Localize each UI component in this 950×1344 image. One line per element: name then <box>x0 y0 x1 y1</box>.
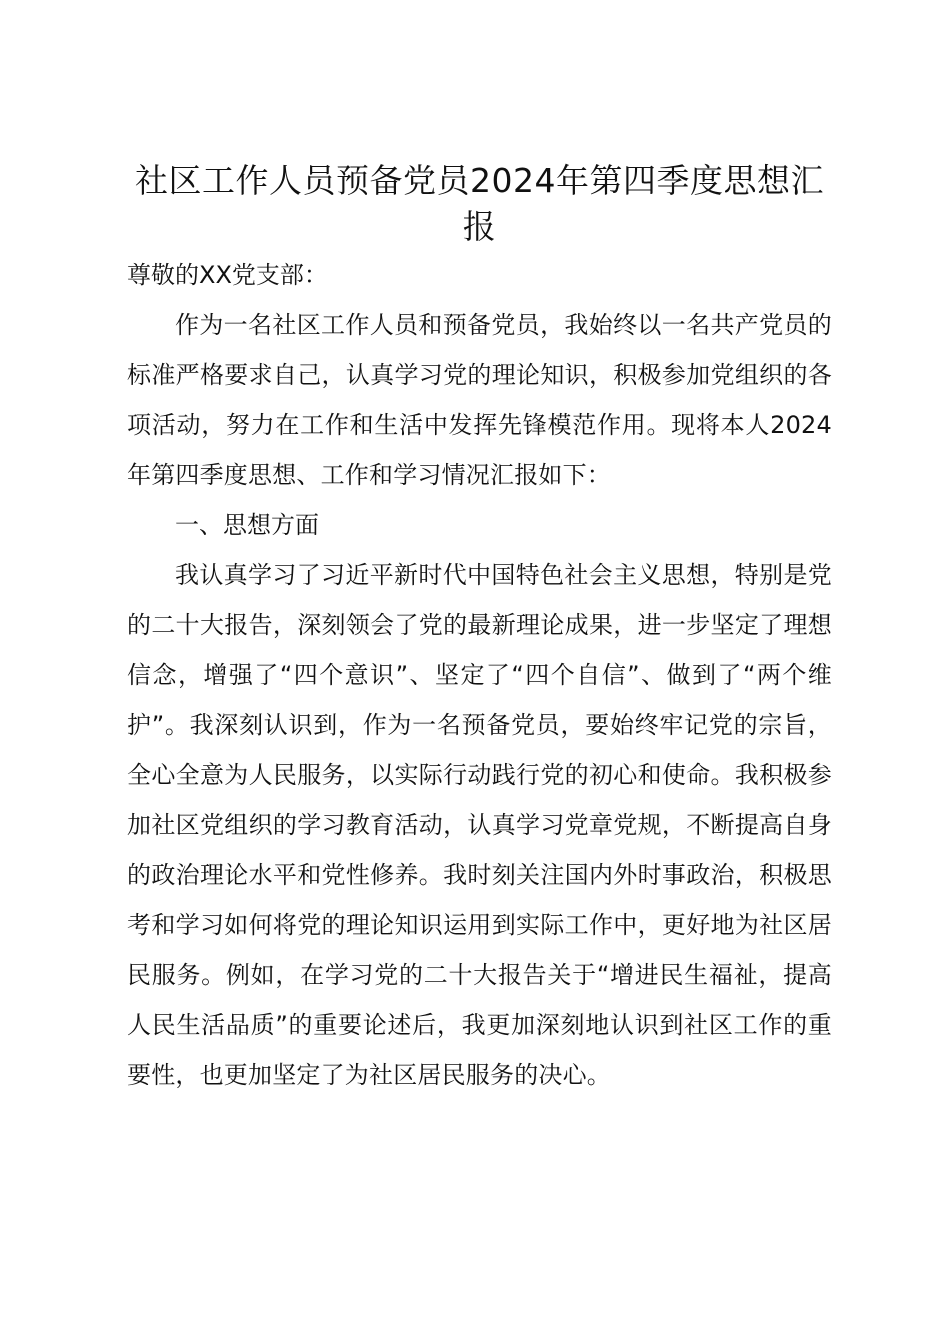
document-title: 社区工作人员预备党员2024年第四季度思想汇报 <box>135 161 824 246</box>
document-body <box>127 158 832 1100</box>
intro-paragraph: 作为一名社区工作人员和预备党员，我始终以一名共产党员的标准严格要求自己，认真学习党的理论知识，积极参加党组织的各项活动，努力在工作和生活中发挥先锋模范作用。现将本人2024年第四季度思想、工作和学习情况汇报如下： <box>127 311 832 489</box>
salutation: 尊敬的XX党支部： <box>127 261 328 289</box>
section-heading-thought: 一、思想方面 <box>175 511 319 539</box>
section-body-thought: 我认真学习了习近平新时代中国特色社会主义思想，特别是党的二十大报告，深刻领会了党的最新理论成果，进一步坚定了理想信念，增强了“四个意识”、坚定了“四个自信”、做到了“两个维护”。我深刻认识到，作为一名预备党员，要始终牢记党的宗旨，全心全意为人民服务，以实际行动践行党的初心和使命。我积极参加社区党组织的学习教育活动，认真学习党章党规，不断提高自身的政治理论水平和党性修养。我时刻关注国内外时事政治，积极思考和学习如何将党的理论知识运用到实际工作中，更好地为社区居民服务。例如，在学习党的二十大报告关于“增进民生福祉，提高人民生活品质”的重要论述后，我更加深刻地认识到社区工作的重要性，也更加坚定了为社区居民服务的决心。 <box>127 561 832 1089</box>
